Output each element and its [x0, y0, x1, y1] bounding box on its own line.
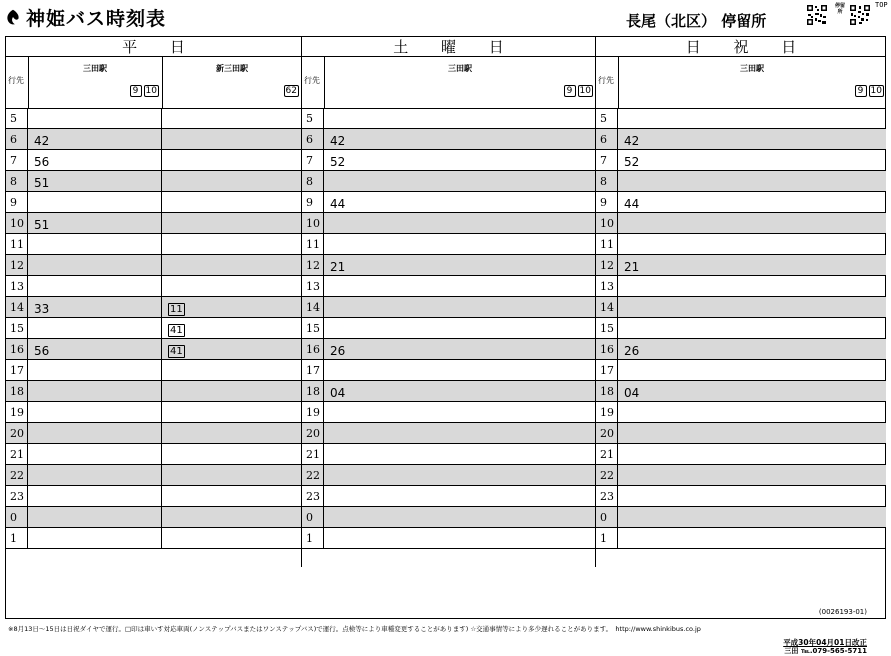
hour-label: 16	[6, 339, 28, 359]
hour-label: 21	[302, 444, 324, 464]
time-cell	[28, 171, 162, 191]
hour-label: 9	[596, 192, 618, 212]
title-text: 神姫バス時刻表	[26, 7, 167, 30]
hour-label: 9	[6, 192, 28, 212]
hour-label: 11	[596, 234, 618, 254]
hour-label: 7	[6, 150, 28, 170]
time-cell	[324, 381, 596, 401]
hour-label: 17	[302, 360, 324, 380]
time-cell	[28, 297, 162, 317]
hour-row	[596, 297, 886, 318]
hour-label: 20	[302, 423, 324, 443]
hour-row	[6, 234, 301, 255]
hour-row	[596, 192, 886, 213]
time-cell	[324, 339, 596, 359]
time-cell	[618, 150, 886, 170]
hour-label: 1	[302, 528, 324, 548]
hour-label: 16	[596, 339, 618, 359]
hour-row	[596, 465, 886, 486]
time-cell	[618, 255, 886, 275]
hour-label: 14	[6, 297, 28, 317]
hour-row	[6, 402, 301, 423]
hour-label: 12	[596, 255, 618, 275]
top-link[interactable]: TOP	[875, 1, 888, 9]
time-cell	[162, 381, 302, 401]
hour-row	[302, 507, 595, 528]
time-cell	[162, 213, 302, 233]
time-cell	[324, 192, 596, 212]
hour-label: 9	[302, 192, 324, 212]
time-cell	[28, 339, 162, 359]
route-badge: 9	[855, 85, 867, 97]
departure-minute: 52	[330, 155, 346, 169]
hour-row	[302, 423, 595, 444]
time-cell	[28, 192, 162, 212]
hour-row	[6, 297, 301, 318]
qr-code-icon[interactable]	[806, 4, 828, 26]
column-header	[302, 57, 595, 109]
hour-label: 15	[302, 318, 324, 338]
time-cell	[324, 213, 596, 233]
hour-row	[302, 465, 595, 486]
time-cell	[162, 528, 302, 548]
departure-minute: 41	[170, 325, 183, 336]
route-badges	[130, 85, 159, 97]
hour-row	[302, 528, 595, 549]
qr-code-icon[interactable]	[849, 4, 871, 26]
time-cell	[28, 360, 162, 380]
hour-label: 10	[596, 213, 618, 233]
hour-row	[596, 276, 886, 297]
hour-row	[6, 150, 301, 171]
time-cell	[162, 339, 302, 359]
departure-minute: 41	[170, 346, 183, 357]
time-cell	[162, 507, 302, 527]
time-cell	[324, 318, 596, 338]
hour-label: 17	[596, 360, 618, 380]
time-cell	[28, 486, 162, 506]
departure-minute: 56	[34, 344, 50, 358]
hour-label: 19	[302, 402, 324, 422]
hour-label: 17	[6, 360, 28, 380]
hour-label: 7	[302, 150, 324, 170]
hour-label: 16	[302, 339, 324, 359]
hour-label: 8	[596, 171, 618, 191]
hour-row	[596, 213, 886, 234]
hour-row	[6, 360, 301, 381]
column-header	[596, 57, 886, 109]
time-cell	[324, 297, 596, 317]
hour-row	[302, 297, 595, 318]
hour-row	[596, 255, 886, 276]
time-cell	[324, 171, 596, 191]
route-badge: 10	[579, 86, 591, 96]
hour-row	[6, 339, 301, 360]
departure-minute: 26	[624, 344, 640, 358]
time-cell	[28, 507, 162, 527]
hour-label: 23	[596, 486, 618, 506]
hour-label: 0	[302, 507, 324, 527]
time-cell	[162, 171, 302, 191]
hour-label: 22	[6, 465, 28, 485]
time-cell	[618, 318, 886, 338]
day-title: 平 日	[6, 37, 301, 57]
time-cell	[28, 318, 162, 338]
departure-minute: 51	[34, 218, 50, 232]
time-cell	[28, 234, 162, 254]
hour-label: 10	[302, 213, 324, 233]
destination-label: 行先	[8, 76, 24, 85]
stop-name: 長尾（北区） 停留所	[626, 12, 767, 30]
time-cell	[324, 108, 596, 128]
time-cell	[162, 318, 302, 338]
departure-minute: 44	[624, 197, 640, 211]
time-cell	[618, 213, 886, 233]
doc-code: (0026193-01)	[818, 608, 867, 616]
hour-row	[302, 339, 595, 360]
route-badge: 10	[870, 86, 882, 96]
destination-label: 行先	[598, 76, 614, 85]
shinki-logo-icon	[4, 8, 22, 26]
hour-label: 8	[6, 171, 28, 191]
departure-minute: 26	[330, 344, 346, 358]
time-cell	[618, 108, 886, 128]
hour-row	[302, 234, 595, 255]
time-cell	[618, 486, 886, 506]
time-cell	[324, 486, 596, 506]
hour-row	[596, 129, 886, 150]
time-cell	[618, 276, 886, 296]
hour-row	[302, 318, 595, 339]
departure-minute: 51	[34, 176, 50, 190]
station-name: 三田駅	[740, 64, 764, 73]
hour-row	[596, 108, 886, 129]
time-cell	[324, 150, 596, 170]
hour-row	[6, 528, 301, 549]
hour-row	[302, 444, 595, 465]
hour-label: 13	[596, 276, 618, 296]
route-badge: 62	[285, 86, 297, 96]
hour-row	[302, 129, 595, 150]
hour-label: 5	[302, 108, 324, 128]
time-cell	[162, 423, 302, 443]
time-cell	[162, 486, 302, 506]
hour-row	[6, 171, 301, 192]
station-name: 三田駅	[83, 64, 107, 73]
hour-row	[6, 465, 301, 486]
time-cell	[162, 255, 302, 275]
time-cell	[618, 171, 886, 191]
hour-label: 19	[6, 402, 28, 422]
hour-label: 5	[596, 108, 618, 128]
hour-row	[6, 192, 301, 213]
hour-label: 1	[596, 528, 618, 548]
hour-row	[302, 255, 595, 276]
time-cell	[28, 444, 162, 464]
time-cell	[162, 360, 302, 380]
hour-row	[302, 192, 595, 213]
hour-label: 20	[596, 423, 618, 443]
hour-label: 15	[596, 318, 618, 338]
qr-label: 停留所	[834, 3, 845, 15]
hour-label: 21	[6, 444, 28, 464]
hour-label: 20	[6, 423, 28, 443]
departure-minute: 56	[34, 155, 50, 169]
departure-minute: 33	[34, 302, 50, 316]
time-cell	[618, 129, 886, 149]
hour-label: 11	[6, 234, 28, 254]
time-cell	[162, 234, 302, 254]
time-cell	[28, 276, 162, 296]
time-cell	[162, 150, 302, 170]
hour-label: 7	[596, 150, 618, 170]
hour-row	[6, 108, 301, 129]
hour-row	[6, 255, 301, 276]
hour-row	[302, 402, 595, 423]
time-cell	[324, 360, 596, 380]
day-title: 土 曜 日	[302, 37, 595, 57]
phone-number: 三田 ℡.079-565-5711	[784, 647, 867, 655]
time-cell	[28, 150, 162, 170]
time-cell	[162, 402, 302, 422]
hour-label: 6	[302, 129, 324, 149]
hour-row	[596, 381, 886, 402]
departure-minute: 21	[330, 260, 346, 274]
time-cell	[324, 528, 596, 548]
hour-row	[302, 276, 595, 297]
hour-row	[596, 444, 886, 465]
route-badge: 9	[564, 85, 576, 97]
hour-row	[6, 381, 301, 402]
time-cell	[618, 465, 886, 485]
hour-row	[302, 360, 595, 381]
station-name: 新三田駅	[216, 64, 248, 73]
departure-minute: 42	[34, 134, 50, 148]
route-badge: 10	[145, 86, 157, 96]
hour-row	[596, 507, 886, 528]
hour-label: 0	[6, 507, 28, 527]
time-cell	[618, 234, 886, 254]
time-cell	[162, 129, 302, 149]
time-cell	[28, 108, 162, 128]
time-cell	[618, 423, 886, 443]
time-cell	[618, 339, 886, 359]
time-cell	[324, 402, 596, 422]
hour-row	[596, 318, 886, 339]
departure-minute: 04	[624, 386, 640, 400]
route-badges	[564, 85, 593, 97]
hour-label: 22	[596, 465, 618, 485]
departure-minute: 42	[624, 134, 640, 148]
time-cell	[618, 402, 886, 422]
departure-minute: 52	[624, 155, 640, 169]
time-cell	[324, 465, 596, 485]
page-title	[4, 4, 166, 30]
panel-1	[302, 37, 596, 567]
hour-row	[596, 528, 886, 549]
hour-label: 15	[6, 318, 28, 338]
hour-label: 23	[302, 486, 324, 506]
panel-2	[596, 37, 886, 567]
time-cell	[324, 507, 596, 527]
hour-row	[596, 486, 886, 507]
time-cell	[324, 276, 596, 296]
time-cell	[618, 381, 886, 401]
column-header	[6, 57, 301, 109]
hour-label: 1	[6, 528, 28, 548]
revision-date: 平成30年04月01日改正	[783, 638, 867, 647]
hour-row	[302, 171, 595, 192]
time-cell	[28, 255, 162, 275]
hour-label: 18	[6, 381, 28, 401]
hour-row	[6, 507, 301, 528]
hour-label: 5	[6, 108, 28, 128]
hour-label: 19	[596, 402, 618, 422]
hour-label: 6	[6, 129, 28, 149]
time-cell	[162, 108, 302, 128]
route-badges	[855, 85, 884, 97]
hour-label: 18	[596, 381, 618, 401]
hour-row	[6, 423, 301, 444]
time-cell	[28, 381, 162, 401]
day-title: 日 祝 日	[596, 37, 886, 57]
time-cell	[618, 507, 886, 527]
time-cell	[28, 528, 162, 548]
hour-row	[302, 213, 595, 234]
hour-label: 14	[596, 297, 618, 317]
time-cell	[324, 129, 596, 149]
time-cell	[162, 297, 302, 317]
hour-label: 12	[302, 255, 324, 275]
hour-label: 23	[6, 486, 28, 506]
departure-minute: 42	[330, 134, 346, 148]
time-cell	[162, 192, 302, 212]
hour-label: 6	[596, 129, 618, 149]
footer-note: ※8月13日～15日は日祝ダイヤで運行。□印は車いす対応車両(ノンステップバスまたはワンステップバス)で運行。点検等により車種変更することがあります) ☆交通事情等により多少遅れることがあります。 http://www.shinkibus.co.jp	[8, 625, 701, 633]
time-cell	[618, 360, 886, 380]
time-cell	[618, 192, 886, 212]
time-cell	[324, 255, 596, 275]
departure-minute: 11	[170, 304, 183, 315]
time-cell	[618, 528, 886, 548]
hour-label: 14	[302, 297, 324, 317]
hour-row	[6, 318, 301, 339]
hour-row	[302, 150, 595, 171]
time-cell	[162, 276, 302, 296]
hour-row	[6, 129, 301, 150]
hour-label: 8	[302, 171, 324, 191]
hour-label: 13	[302, 276, 324, 296]
hour-label: 22	[302, 465, 324, 485]
time-cell	[618, 297, 886, 317]
departure-minute: 44	[330, 197, 346, 211]
hour-row	[596, 150, 886, 171]
hour-label: 12	[6, 255, 28, 275]
hour-row	[302, 381, 595, 402]
hour-row	[6, 444, 301, 465]
hour-label: 11	[302, 234, 324, 254]
time-cell	[618, 444, 886, 464]
hour-row	[6, 276, 301, 297]
time-cell	[28, 423, 162, 443]
time-cell	[324, 444, 596, 464]
route-badge: 9	[130, 85, 142, 97]
panel-0	[6, 37, 302, 567]
time-cell	[28, 213, 162, 233]
hour-label: 13	[6, 276, 28, 296]
station-name: 三田駅	[448, 64, 472, 73]
hour-label: 10	[6, 213, 28, 233]
hour-label: 21	[596, 444, 618, 464]
hour-row	[596, 360, 886, 381]
hour-row	[596, 171, 886, 192]
hour-row	[596, 339, 886, 360]
destination-label: 行先	[304, 76, 320, 85]
departure-minute: 21	[624, 260, 640, 274]
hour-label: 0	[596, 507, 618, 527]
hour-row	[302, 108, 595, 129]
time-cell	[324, 423, 596, 443]
route-badges	[284, 85, 299, 97]
time-cell	[162, 444, 302, 464]
departure-minute: 04	[330, 386, 346, 400]
hour-row	[596, 234, 886, 255]
hour-row	[6, 486, 301, 507]
hour-row	[302, 486, 595, 507]
time-cell	[28, 402, 162, 422]
hour-row	[6, 213, 301, 234]
hour-label: 18	[302, 381, 324, 401]
time-cell	[28, 465, 162, 485]
hour-row	[596, 402, 886, 423]
time-cell	[324, 234, 596, 254]
time-cell	[28, 129, 162, 149]
hour-row	[596, 423, 886, 444]
time-cell	[162, 465, 302, 485]
